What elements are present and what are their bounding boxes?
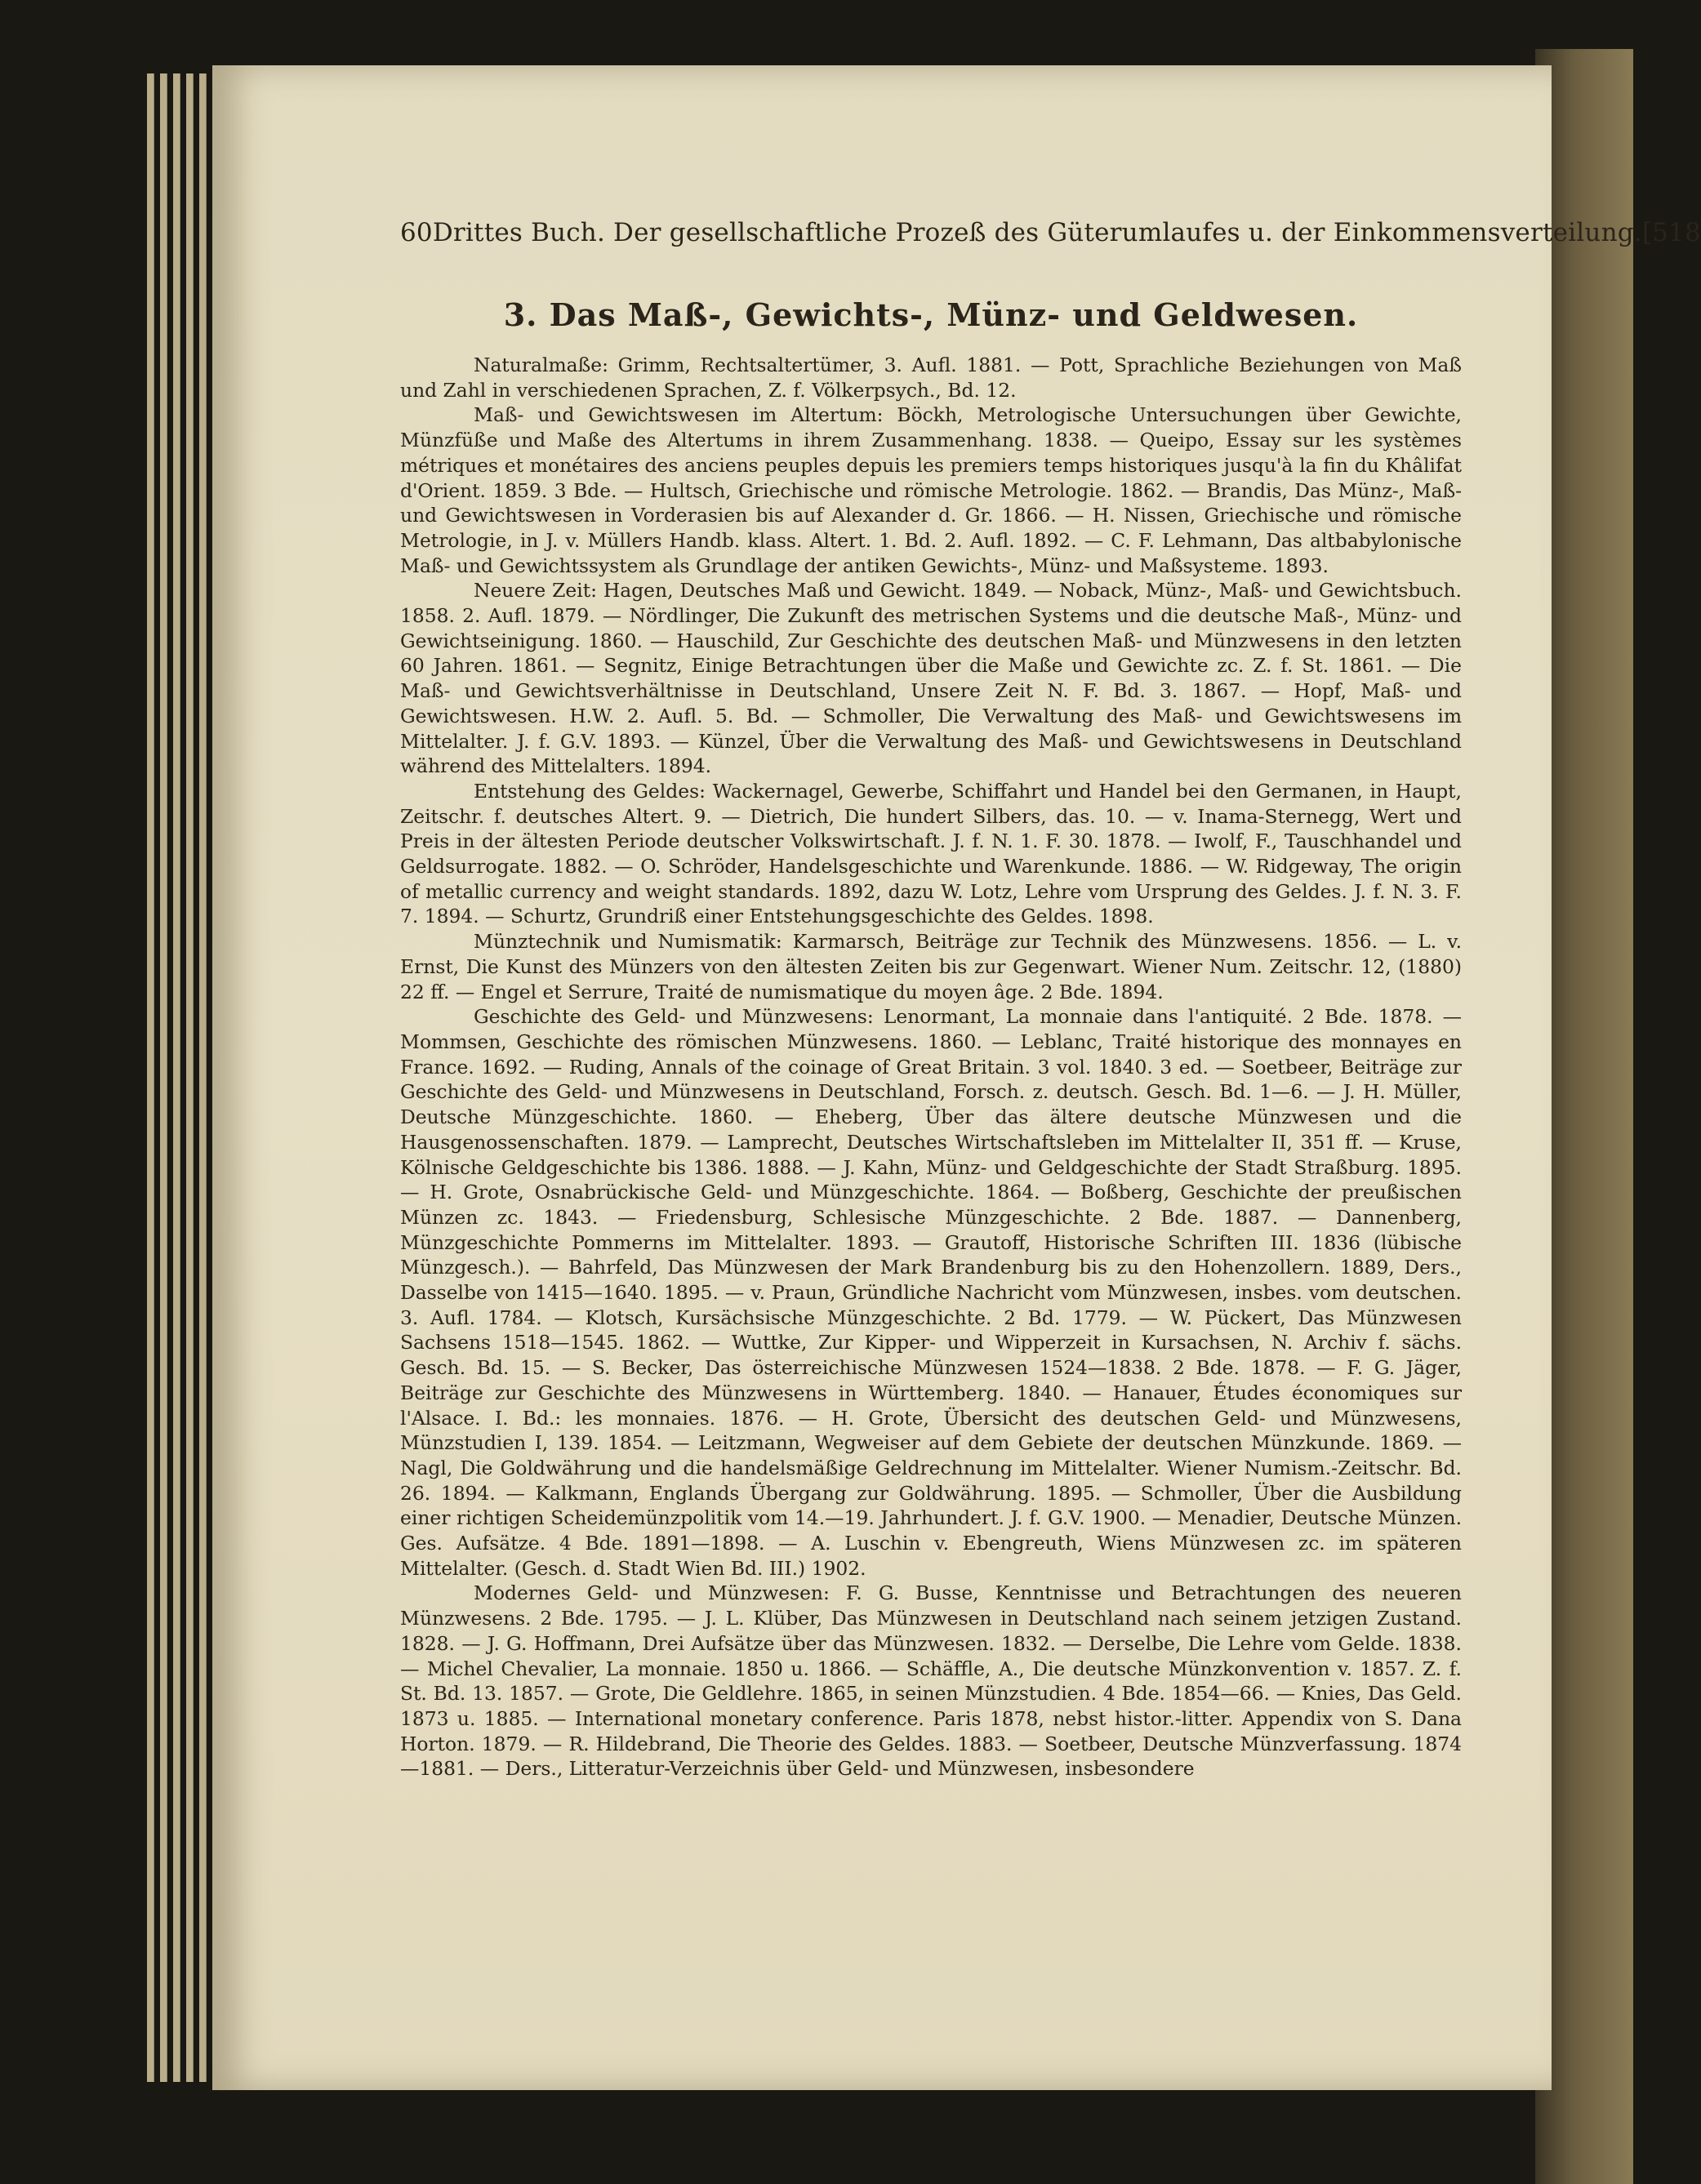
page-edge xyxy=(160,73,167,2082)
bibliography-paragraph: Entstehung des Geldes: Wackernagel, Gewerbe, Schiffahrt und Handel bei den Germanen, in Haupt, Zeitschr. f. deutsches Altert. 9. — Dietrich, Die hundert Silbers, das. 10. — v. Inama-Sternegg, Wert und Preis in der ältesten Periode deutscher Volkswirtschaft. J. f. N. 1. F. 30. 1878. — Iwolf, F., Tauschhandel und Geldsurrogate. 1882. — O. Schröder, Handelsgeschichte und Warenkunde. 1886. — W. Ridgeway, The origin of metallic currency and weight standards. 1892, dazu W. Lotz, Lehre vom Ursprung des Geldes. J. f. N. 3. F. 7. 1894. — Schurtz, Grundriß einer Entstehungsgeschichte des Geldes. 1898. xyxy=(400,779,1462,928)
bibliography-paragraph: Maß- und Gewichtswesen im Altertum: Böckh, Metrologische Untersuchungen über Gewichte, Münzfüße und Maße des Altertums in ihrem Zusammenhang. 1838. — Queipo, Essay sur les systèmes métriques et monétaires des anciens peuples depuis les premiers temps historiques jusqu'à la fin du Khâlifat d'Orient. 1859. 3 Bde. — Hultsch, Griechische und römische Metrologie. 1862. — Brandis, Das Münz-, Maß- und Gewichtswesen in Vorderasien bis auf Alexander d. Gr. 1866. — H. Nissen, Griechische und römische Metrologie, in J. v. Müllers Handb. klass. Altert. 1. Bd. 2. Aufl. 1892. — C. F. Lehmann, Das altbabylonische Maß- und Gewichtssystem als Grundlage der antiken Gewichts-, Münz- und Maßsysteme. 1893. xyxy=(400,403,1462,577)
page-edge xyxy=(199,73,207,2082)
bibliography-paragraph: Münztechnik und Numismatik: Karmarsch, Beiträge zur Technik des Münzwesens. 1856. — L. v. Ernst, Die Kunst des Münzers von den ältesten Zeiten bis zur Gegenwart. Wiener Num. Zeitschr. 12, (1880) 22 ff. — Engel et Serrure, Traité de numismatique du moyen âge. 2 Bde. 1894. xyxy=(400,930,1462,1003)
running-header xyxy=(400,216,1701,249)
section-title: 3. Das Maß-, Gewichts-, Münz- und Geldwesen. xyxy=(503,296,1359,333)
page-text-block xyxy=(400,216,1701,1781)
running-title: Drittes Buch. Der gesellschaftliche Prozeß des Güterumlaufes u. der Einkommensverteilung. xyxy=(432,218,1642,247)
page-edge xyxy=(186,73,194,2082)
bibliography-paragraph: Neuere Zeit: Hagen, Deutsches Maß und Gewicht. 1849. — Noback, Münz-, Maß- und Gewichtsbuch. 1858. 2. Aufl. 1879. — Nördlinger, Die Zukunft des metrischen Systems und die deutsche Maß-, Münz- und Gewichtseinigung. 1860. — Hauschild, Zur Geschichte des deutschen Maß- und Münzwesens in den letzten 60 Jahren. 1861. — Segnitz, Einige Betrachtungen über die Maße und Gewichte zc. Z. f. St. 1861. — Die Maß- und Gewichtsverhältnisse in Deutschland, Unsere Zeit N. F. Bd. 3. 1867. — Hopf, Maß- und Gewichtswesen. H.W. 2. Aufl. 5. Bd. — Schmoller, Die Verwaltung des Maß- und Gewichtswesens im Mittelalter. J. f. G.V. 1893. — Künzel, Über die Verwaltung des Maß- und Gewichtswesens in Deutschland während des Mittelalters. 1894. xyxy=(400,579,1462,778)
bibliography-paragraph: Naturalmaße: Grimm, Rechtsaltertümer, 3. Aufl. 1881. — Pott, Sprachliche Beziehungen von Maß und Zahl in verschiedenen Sprachen, Z. f. Völkerpsych., Bd. 12. xyxy=(400,354,1462,402)
bibliography-paragraph: Modernes Geld- und Münzwesen: F. G. Busse, Kenntnisse und Betrachtungen des neueren Münzwesens. 2 Bde. 1795. — J. L. Klüber, Das Münzwesen in Deutschland nach seinem jetzigen Zustand. 1828. — J. G. Hoffmann, Drei Aufsätze über das Münzwesen. 1832. — Derselbe, Die Lehre vom Gelde. 1838. — Michel Chevalier, La monnaie. 1850 u. 1866. — Schäffle, A., Die deutsche Münzkonvention v. 1857. Z. f. St. Bd. 13. 1857. — Grote, Die Geldlehre. 1865, in seinen Münzstudien. 4 Bde. 1854—66. — Knies, Das Geld. 1873 u. 1885. — International monetary conference. Paris 1878, nebst histor.-litter. Appendix von S. Dana Horton. 1879. — R. Hildebrand, Die Theorie des Geldes. 1883. — Soetbeer, Deutsche Münzverfassung. 1874—1881. — Ders., Litteratur-Verzeichnis über Geld- und Münzwesen, insbesondere xyxy=(400,1581,1462,1781)
page-edge xyxy=(147,73,154,2082)
reference-number: [518 xyxy=(1641,218,1701,247)
page-edge xyxy=(173,73,180,2082)
page-number: 60 xyxy=(400,218,433,247)
bibliography-paragraph: Geschichte des Geld- und Münzwesens: Lenormant, La monnaie dans l'antiquité. 2 Bde. 1878. — Mommsen, Geschichte des römischen Münzwesens. 1860. — Leblanc, Traité historique des monnayes en France. 1692. — Ruding, Annals of the coinage of Great Britain. 3 vol. 1840. 3 ed. — Soetbeer, Beiträge zur Geschichte des Geld- und Münzwesens in Deutschland, Forsch. z. deutsch. Gesch. Bd. 1—6. — J. H. Müller, Deutsche Münzgeschichte. 1860. — Eheberg, Über das ältere deutsche Münzwesen und die Hausgenossenschaften. 1879. — Lamprecht, Deutsches Wirtschaftsleben im Mittelalter II, 351 ff. — Kruse, Kölnische Geldgeschichte bis 1386. 1888. — J. Kahn, Münz- und Geldgeschichte der Stadt Straßburg. 1895. — H. Grote, Osnabrückische Geld- und Münzgeschichte. 1864. — Boßberg, Geschichte der preußischen Münzen zc. 1843. — Friedensburg, Schlesische Münzgeschichte. 2 Bde. 1887. — Dannenberg, Münzgeschichte Pommerns im Mittelalter. 1893. — Grautoff, Historische Schriften III. 1836 (lübische Münzgesch.). — Bahrfeld, Das Münzwesen der Mark Brandenburg bis zu den Hohenzollern. 1889, Ders., Dasselbe von 1415—1640. 1895. — v. Praun, Gründliche Nachricht vom Münzwesen, insbes. vom deutschen. 3. Aufl. 1784. — Klotsch, Kursächsische Münzgeschichte. 2 Bd. 1779. — W. Pückert, Das Münzwesen Sachsens 1518—1545. 1862. — Wuttke, Zur Kipper- und Wipperzeit in Kursachsen, N. Archiv f. sächs. Gesch. Bd. 15. — S. Becker, Das österreichische Münzwesen 1524—1838. 2 Bde. 1878. — F. G. Jäger, Beiträge zur Geschichte des Münzwesens in Württemberg. 1840. — Hanauer, Études économiques sur l'Alsace. I. Bd.: les monnaies. 1876. — H. Grote, Übersicht des deutschen Geld- und Münzwesens, Münzstudien I, 139. 1854. — Leitzmann, Wegweiser auf dem Gebiete der deutschen Münzkunde. 1869. — Nagl, Die Goldwährung und die handelsmäßige Geldrechnung im Mittelalter. Wiener Numism.-Zeitschr. Bd. 26. 1894. — Kalkmann, Englands Übergang zur Goldwährung. 1895. — Schmoller, Über die Ausbildung einer richtigen Scheidemünzpolitik vom 14.—19. Jahrhundert. J. f. G.V. 1900. — Menadier, Deutsche Münzen. Ges. Aufsätze. 4 Bde. 1891—1898. — A. Luschin v. Ebengreuth, Wiens Münzwesen zc. im späteren Mittelalter. (Gesch. d. Stadt Wien Bd. III.) 1902. xyxy=(400,1005,1462,1580)
